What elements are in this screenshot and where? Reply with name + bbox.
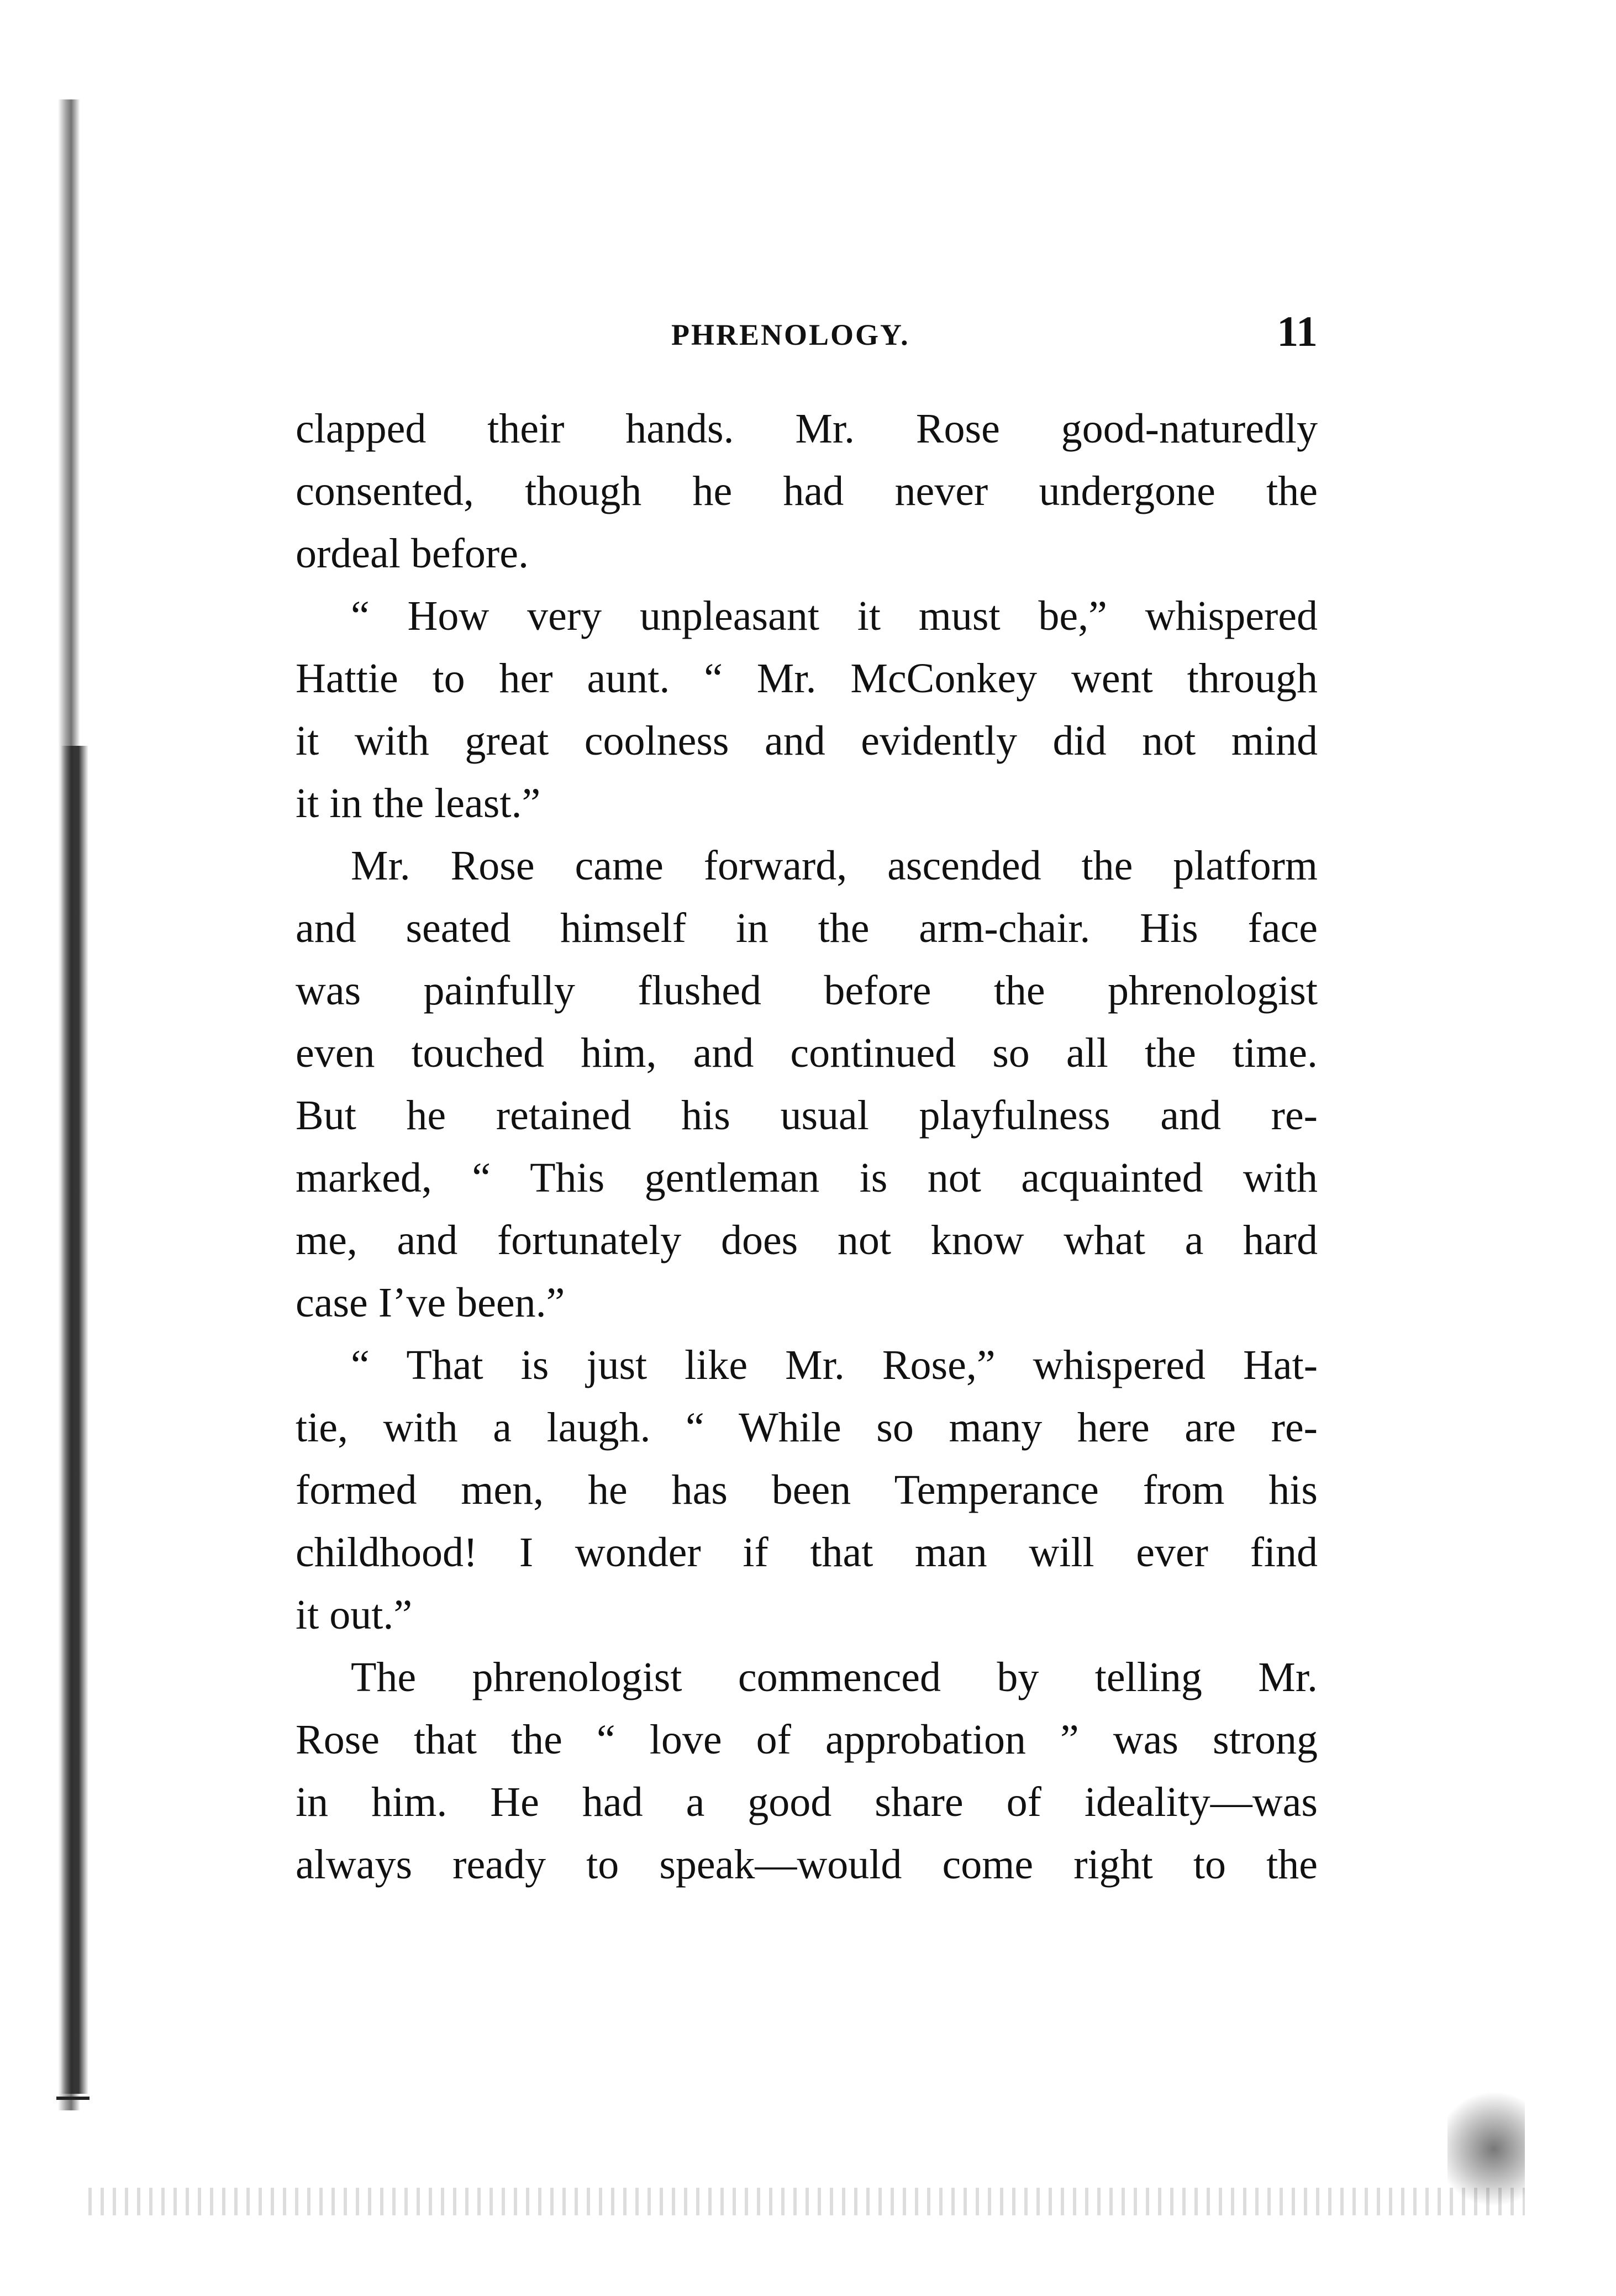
body-text (296, 398, 1318, 1896)
text-line: it in the least.” (296, 780, 541, 826)
text-line: case I’ve been.” (296, 1279, 565, 1326)
running-title: PHRENOLOGY. (671, 318, 910, 351)
text-line: even touched him, and continued so all the time. (296, 1030, 1318, 1076)
paragraph (296, 1334, 1318, 1646)
text-line: marked, “ This gentleman is not acquainted with (296, 1155, 1318, 1201)
text-line: formed men, he has been Temperance from his (296, 1467, 1318, 1513)
page-number: 11 (1277, 307, 1318, 355)
paragraph (296, 835, 1318, 1334)
text-line: always ready to speak—would come right to the (296, 1841, 1318, 1888)
text-line: “ How very unpleasant it must be,” whispered (351, 593, 1318, 639)
scan-corner-noise (1447, 2088, 1525, 2210)
text-line: tie, with a laugh. “ While so many here are re- (296, 1404, 1318, 1451)
paragraph (296, 585, 1318, 835)
text-line: ordeal before. (296, 530, 529, 577)
text-line: The phrenologist commenced by telling Mr. (351, 1654, 1318, 1700)
text-line: clapped their hands. Mr. Rose good-naturedly (296, 406, 1318, 452)
text-line: me, and fortunately does not know what a hard (296, 1217, 1318, 1263)
text-line: But he retained his usual playfulness and re- (296, 1092, 1318, 1139)
text-line: Mr. Rose came forward, ascended the platform (351, 842, 1318, 889)
text-line: it out.” (296, 1592, 413, 1638)
paragraph (296, 398, 1318, 585)
scan-mark (56, 2097, 90, 2100)
scan-bottom-noise (88, 2188, 1525, 2215)
text-line: Hattie to her aunt. “ Mr. McConkey went through (296, 655, 1318, 702)
text-line: in him. He had a good share of ideality—was (296, 1779, 1318, 1825)
running-head (296, 307, 1318, 367)
text-line: Rose that the “ love of approbation ” was strong (296, 1716, 1318, 1763)
text-line: and seated himself in the arm-chair. His face (296, 905, 1318, 951)
text-line: childhood! I wonder if that man will ever find (296, 1529, 1318, 1576)
text-line: “ That is just like Mr. Rose,” whispered Hat- (351, 1342, 1318, 1388)
paragraph (296, 1646, 1318, 1896)
text-line: consented, though he had never undergone the (296, 468, 1318, 514)
scan-binding-edge-dark (61, 746, 88, 2094)
text-line: was painfully flushed before the phrenologist (296, 967, 1318, 1014)
text-line: it with great coolness and evidently did not mind (296, 718, 1318, 764)
